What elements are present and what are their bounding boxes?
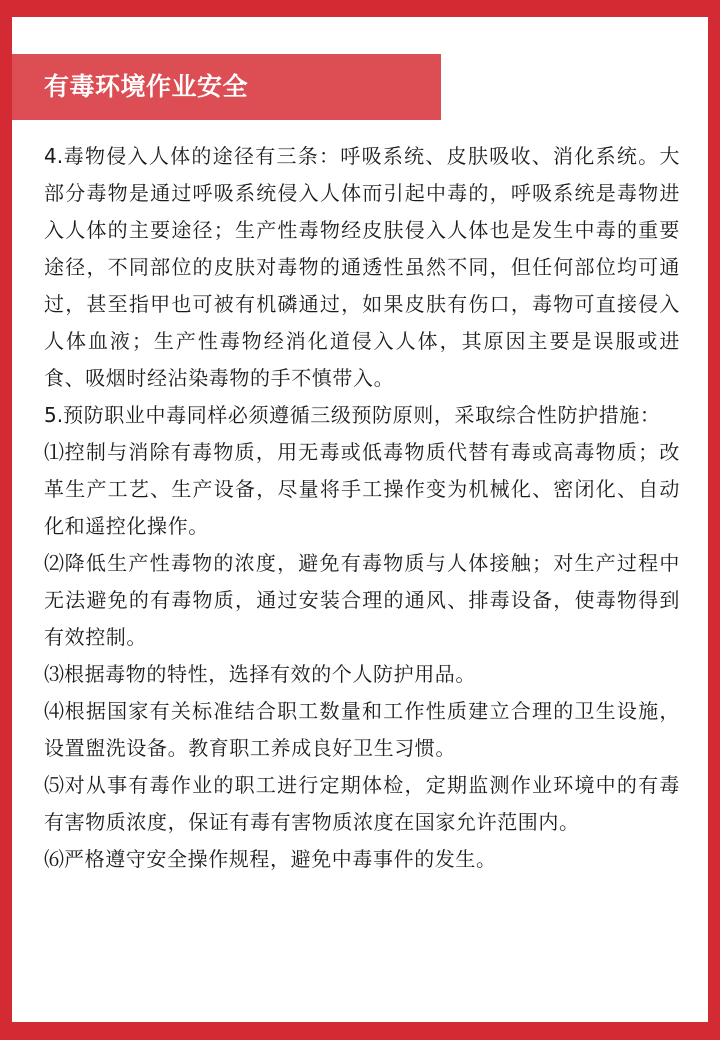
list-item-text: 根据毒物的特性，选择有效的个人防护用品。 bbox=[64, 662, 476, 686]
page-title: 有毒环境作业安全 bbox=[44, 72, 249, 101]
list-item-text: 降低生产性毒物的浓度，避免有毒物质与人体接触；对生产过程中无法避免的有毒物质，通过安装合理的通风、排毒设备，使毒物得到有效控制。 bbox=[44, 551, 681, 649]
list-item-1 bbox=[44, 434, 680, 545]
list-item-number: ⑶ bbox=[44, 662, 64, 686]
list-item-text: 控制与消除有毒物质，用无毒或低毒物质代替有毒或高毒物质；改革生产工艺、生产设备，尽量将手工操作变为机械化、密闭化、自动化和遥控化操作。 bbox=[44, 440, 681, 538]
list-item-4 bbox=[44, 693, 680, 767]
paragraph-text: 毒物侵入人体的途径有三条：呼吸系统、皮肤吸收、消化系统。大部分毒物是通过呼吸系统侵入人体而引起中毒的，呼吸系统是毒物进入人体的主要途径；生产性毒物经皮肤侵入人体也是发生中毒的重要途径，不同部位的皮肤对毒物的通透性虽然不同，但任何部位均可通过，甚至指甲也可被有机磷通过，如果皮肤有伤口，毒物可直接侵入人体血液；生产性毒物经消化道侵入人体，其原因主要是误服或进食、吸烟时经沾染毒物的手不慎带入。 bbox=[44, 144, 680, 390]
list-item-text: 严格遵守安全操作规程，避免中毒事件的发生。 bbox=[64, 847, 497, 871]
list-item-number: ⑵ bbox=[44, 551, 65, 575]
list-item-number: ⑹ bbox=[44, 847, 64, 871]
list-item-2 bbox=[44, 545, 680, 656]
list-item-text: 对从事有毒作业的职工进行定期体检，定期监测作业环境中的有毒有害物质浓度，保证有毒有害物质浓度在国家允许范围内。 bbox=[44, 773, 681, 834]
article-body bbox=[44, 138, 680, 878]
paragraph-number: 4. bbox=[44, 144, 64, 168]
paragraph-4 bbox=[44, 138, 680, 397]
list-item-number: ⑷ bbox=[44, 699, 65, 723]
list-item-5 bbox=[44, 767, 680, 841]
paragraph-5 bbox=[44, 397, 680, 434]
title-banner bbox=[12, 54, 441, 120]
list-item-number: ⑴ bbox=[44, 440, 65, 464]
list-item-6 bbox=[44, 841, 680, 878]
paragraph-text: 预防职业中毒同样必须遵循三级预防原则，采取综合性防护措施： bbox=[63, 403, 661, 427]
paragraph-number: 5. bbox=[44, 403, 64, 427]
list-item-text: 根据国家有关标准结合职工数量和工作性质建立合理的卫生设施，设置盥洗设备。教育职工养成良好卫生习惯。 bbox=[44, 699, 681, 760]
list-item-number: ⑸ bbox=[44, 773, 65, 797]
list-item-3 bbox=[44, 656, 680, 693]
